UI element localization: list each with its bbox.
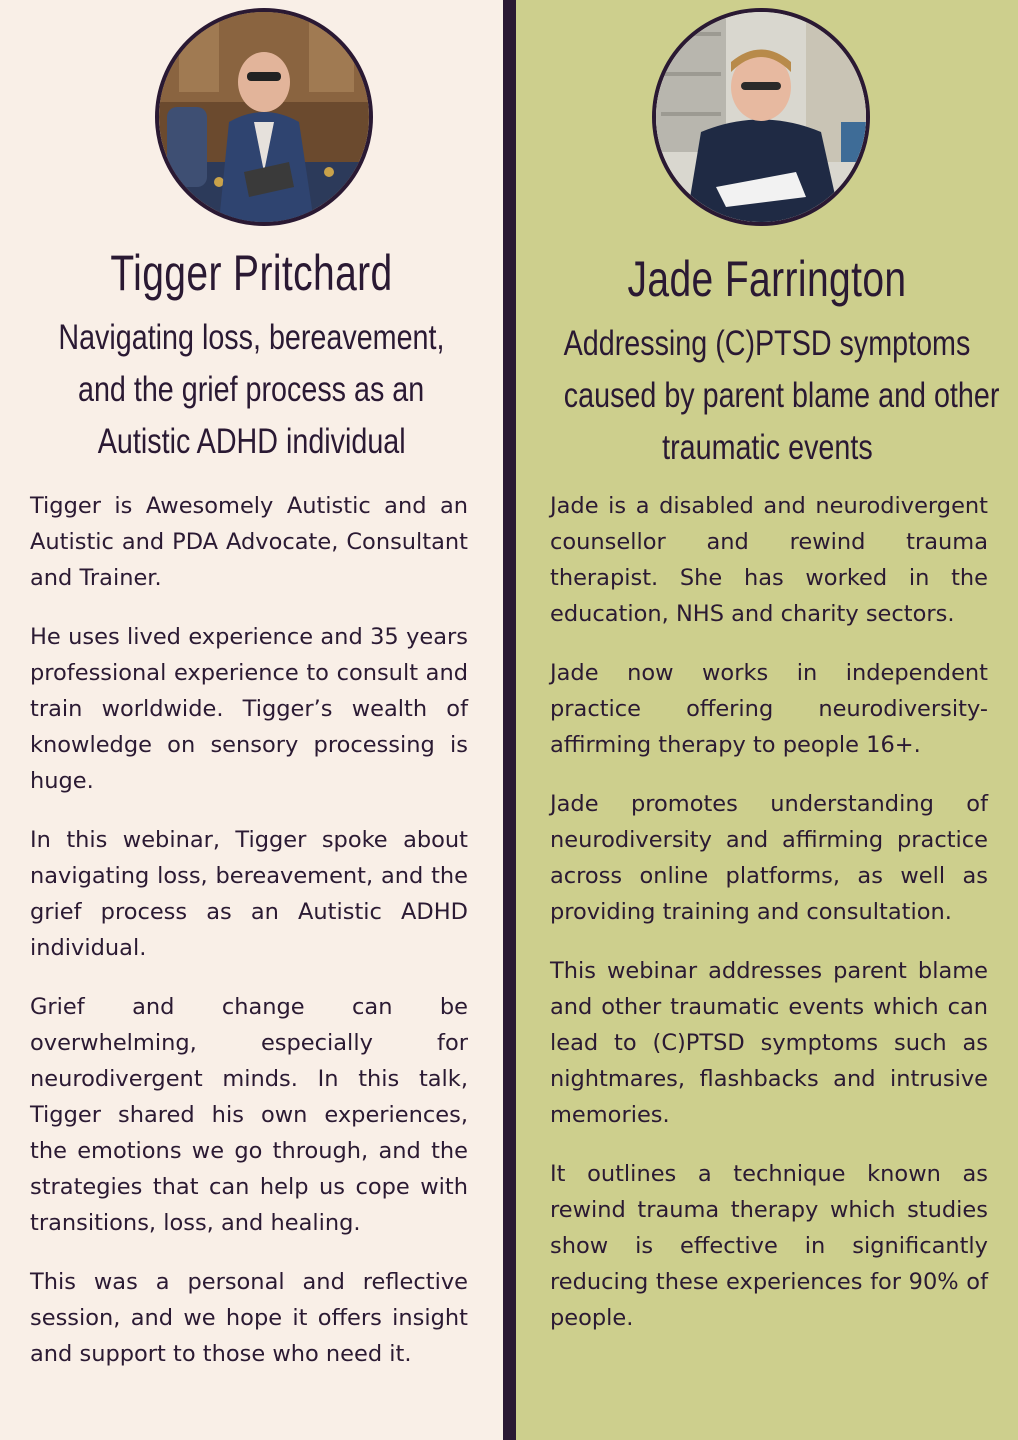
speaker-photo-jade: [652, 8, 870, 226]
bio-paragraph: This was a personal and reflective session, and we hope it offers insight and support to those who need it.: [30, 1269, 468, 1367]
column-divider: [503, 0, 516, 1440]
speaker-bio-right: [550, 488, 988, 1359]
talk-title-line: and the grief process as an: [78, 370, 425, 409]
bio-paragraph: Tigger is Awesomely Autistic and an Autistic and PDA Advocate, Consultant and Trainer.: [30, 493, 468, 591]
talk-title-line: Autistic ADHD individual: [97, 422, 406, 461]
bio-paragraph: Jade is a disabled and neurodivergent counsellor and rewind trauma therapist. She has worked in the education, NHS and charity sectors.: [550, 493, 988, 627]
speaker-name-right: Jade Farrington: [627, 251, 907, 307]
talk-title-left: [0, 312, 503, 468]
bio-paragraph: Jade now works in independent practice offering neurodiversity-affirming therapy to people 16+.: [550, 660, 988, 758]
talk-title-line: Navigating loss, bereavement,: [58, 318, 445, 357]
bio-paragraph: Grief and change can be overwhelming, especially for neurodivergent minds. In this talk, Tigger shared his own experiences, the emotions we go through, and the strategies that can help us cope with transitions, loss, and healing.: [30, 994, 468, 1236]
bio-paragraph: Jade promotes understanding of neurodiversity and affirming practice across online platforms, as well as providing training and consultation.: [550, 791, 988, 925]
talk-title-line: traumatic events: [661, 428, 873, 467]
talk-title-line: caused by parent blame and other: [563, 376, 1000, 415]
speaker-photo-tigger: [155, 8, 373, 226]
talk-title-line: Addressing (C)PTSD symptoms: [563, 324, 971, 363]
speaker-name-left: Tigger Pritchard: [110, 245, 393, 301]
left-speaker-column: [0, 0, 503, 1440]
bio-paragraph: In this webinar, Tigger spoke about navigating loss, bereavement, and the grief process as an Autistic ADHD individual.: [30, 827, 468, 961]
bio-paragraph: This webinar addresses parent blame and other traumatic events which can lead to (C)PTSD symptoms such as nightmares, flashbacks and intrusive memories.: [550, 958, 988, 1128]
bio-paragraph: He uses lived experience and 35 years professional experience to consult and train worldwide. Tigger’s wealth of knowledge on sensory processing is huge.: [30, 624, 468, 794]
bio-paragraph: It outlines a technique known as rewind trauma therapy which studies show is effective in significantly reducing these experiences for 90% of people.: [550, 1161, 988, 1331]
speaker-bio-left: [30, 488, 468, 1395]
talk-title-right: [516, 318, 1018, 474]
